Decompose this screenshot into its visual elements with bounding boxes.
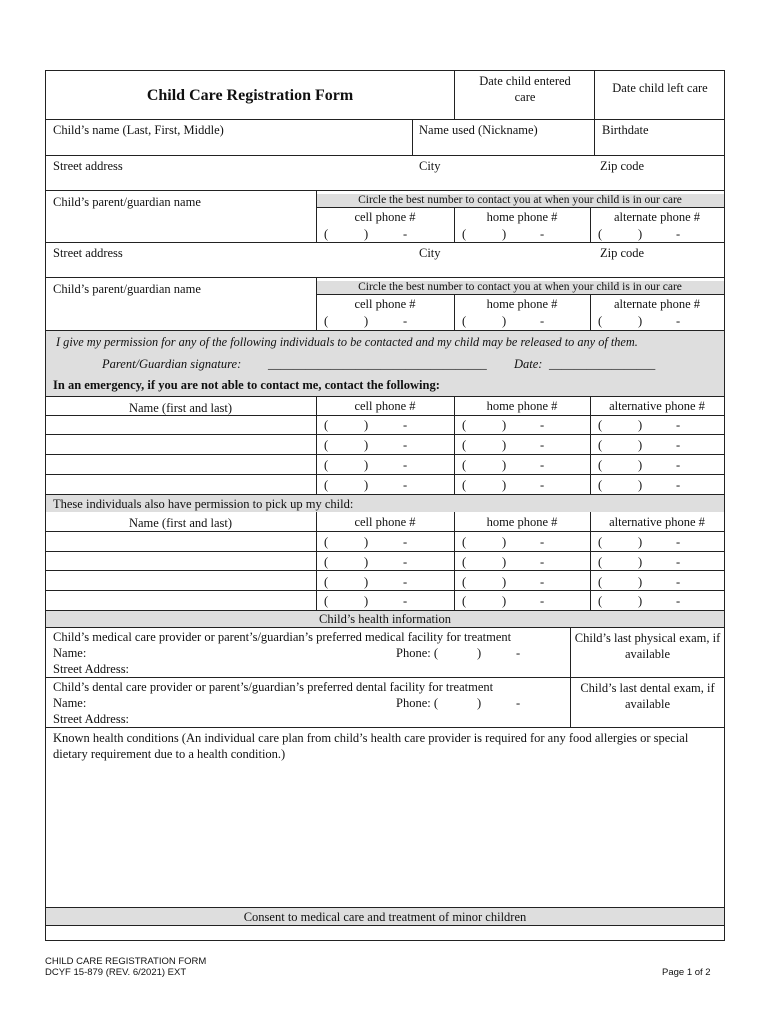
pickup-col-home: home phone #: [486, 515, 558, 529]
footer-form-name: CHILD CARE REGISTRATION FORM: [45, 956, 207, 967]
last-dental-label: Child’s last dental exam, if available: [580, 681, 715, 711]
parent1-street-label: Street address: [53, 246, 123, 260]
parent2-alt-label: alternate phone #: [613, 297, 701, 311]
parent1-alt-label: alternate phone #: [613, 210, 701, 224]
child-name-label: Child’s name (Last, First, Middle): [53, 123, 224, 137]
parent1-zip-label: Zip code: [600, 246, 645, 260]
emergency-col-home: home phone #: [486, 399, 558, 413]
parent1-city-label: City: [419, 246, 441, 260]
signature-line[interactable]: ___________________________________: [268, 357, 487, 371]
dental-name-label: Name:: [53, 696, 87, 710]
dental-phone-dash: -: [516, 696, 521, 710]
child-street-label: Street address: [53, 159, 123, 173]
parent2-circle-instruction: Circle the best number to contact you at when your child is in our care: [358, 281, 682, 293]
form-title: Child Care Registration Form: [146, 87, 354, 104]
footer-page-number: Page 1 of 2: [662, 967, 711, 978]
medical-phone-close: ): [477, 646, 482, 660]
parent1-cell-label: cell phone #: [354, 210, 416, 224]
nickname-label: Name used (Nickname): [419, 123, 538, 137]
dental-provider-label: Child’s dental care provider or parent’s/guardian’s preferred dental facility for treatment: [53, 680, 494, 694]
pickup-col-alt: alternative phone #: [609, 515, 705, 529]
medical-name-label: Name:: [53, 646, 87, 660]
date-entered-label: Date child entered care: [479, 74, 571, 104]
permission-statement: I give my permission for any of the following individuals to be contacted and my child may be released to any of them.: [56, 335, 638, 349]
date-line[interactable]: _________________: [549, 357, 656, 371]
birthdate-label: Birthdate: [602, 123, 649, 137]
medical-provider-label: Child’s medical care provider or parent’s/guardian’s preferred medical facility for treatment: [53, 630, 512, 644]
consent-heading: Consent to medical care and treatment of minor children: [243, 910, 527, 924]
pickup-heading: These individuals also have permission to pick up my child:: [53, 497, 354, 511]
child-city-label: City: [419, 159, 441, 173]
emergency-col-alt: alternative phone #: [609, 399, 705, 413]
medical-phone-dash: -: [516, 646, 521, 660]
emergency-col-name: Name (first and last): [128, 401, 233, 415]
known-conditions-label: Known health conditions (An individual care plan from child’s health care provider is required for any food allergies or special dietary requirement due to a health condition.): [53, 731, 689, 761]
parent1-circle-instruction: Circle the best number to contact you at when your child is in our care: [358, 194, 682, 206]
dental-phone-close: ): [477, 696, 482, 710]
date-left-label: Date child left care: [612, 81, 708, 95]
emergency-col-cell: cell phone #: [354, 399, 416, 413]
health-heading: Child’s health information: [319, 612, 451, 626]
date-label: Date:: [514, 357, 543, 371]
dental-phone-label: Phone: (: [396, 696, 439, 710]
medical-phone-label: Phone: (: [396, 646, 439, 660]
last-physical-label: Child’s last physical exam, if available: [574, 631, 721, 661]
pickup-col-name: Name (first and last): [128, 516, 233, 530]
parent1-name-label: Child’s parent/guardian name: [53, 195, 201, 209]
footer-form-number: DCYF 15-879 (REV. 6/2021) EXT: [45, 967, 187, 978]
signature-label: Parent/Guardian signature:: [102, 357, 242, 371]
parent2-name-label: Child’s parent/guardian name: [53, 282, 201, 296]
pickup-col-cell: cell phone #: [354, 515, 416, 529]
medical-street-label: Street Address:: [53, 662, 130, 676]
emergency-heading: In an emergency, if you are not able to contact me, contact the following:: [53, 378, 440, 392]
dental-street-label: Street Address:: [53, 712, 130, 726]
parent2-cell-label: cell phone #: [354, 297, 416, 311]
child-zip-label: Zip code: [600, 159, 645, 173]
parent2-home-label: home phone #: [486, 297, 558, 311]
parent1-home-label: home phone #: [486, 210, 558, 224]
